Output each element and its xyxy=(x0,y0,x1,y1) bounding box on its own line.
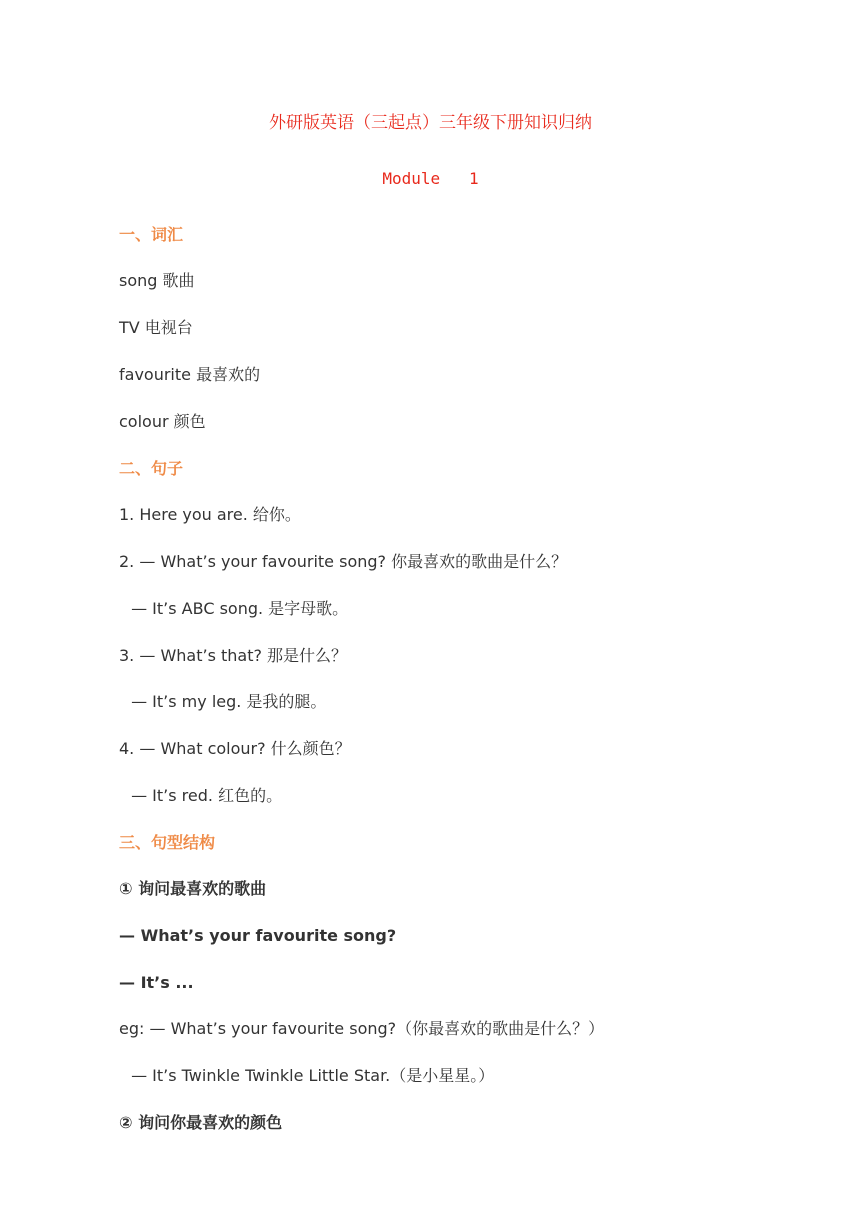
sentence-3-answer: — It’s my leg. 是我的腿。 xyxy=(126,692,327,711)
document-title: 外研版英语（三起点）三年级下册知识归纳 xyxy=(269,113,592,133)
sentence-2-question: 2. — What’s your favourite song? 你最喜欢的歌曲是什么？ xyxy=(119,552,568,571)
section-heading-vocab: 一、词汇 xyxy=(119,225,184,244)
structure-item-1-question: — What’s your favourite song? xyxy=(119,926,397,945)
module-heading: Module 1 xyxy=(382,169,479,188)
vocab-item-colour: colour 颜色 xyxy=(119,412,206,431)
vocab-item-favourite: favourite 最喜欢的 xyxy=(119,365,261,384)
vocab-item-song: song 歌曲 xyxy=(119,271,195,290)
example-question: eg: — What’s your favourite song?（你最喜欢的歌曲是什么？） xyxy=(119,1019,605,1038)
structure-item-1-answer: — It’s ... xyxy=(119,973,194,992)
section-heading-structure: 三、句型结构 xyxy=(119,833,216,852)
sentence-3-question: 3. — What’s that? 那是什么？ xyxy=(119,646,348,665)
example-answer: — It’s Twinkle Twinkle Little Star.（是小星星。） xyxy=(126,1066,495,1085)
section-heading-sentences: 二、句子 xyxy=(119,459,184,478)
sentence-2-answer: — It’s ABC song. 是字母歌。 xyxy=(126,599,349,618)
sentence-4-answer: — It’s red. 红色的。 xyxy=(126,786,283,805)
structure-item-2-title: ② 询问你最喜欢的颜色 xyxy=(119,1113,283,1132)
sentence-4-question: 4. — What colour? 什么颜色？ xyxy=(119,739,351,758)
sentence-1: 1. Here you are. 给你。 xyxy=(119,505,301,524)
structure-item-1-title: ① 询问最喜欢的歌曲 xyxy=(119,879,267,898)
vocab-item-tv: TV 电视台 xyxy=(119,318,193,337)
